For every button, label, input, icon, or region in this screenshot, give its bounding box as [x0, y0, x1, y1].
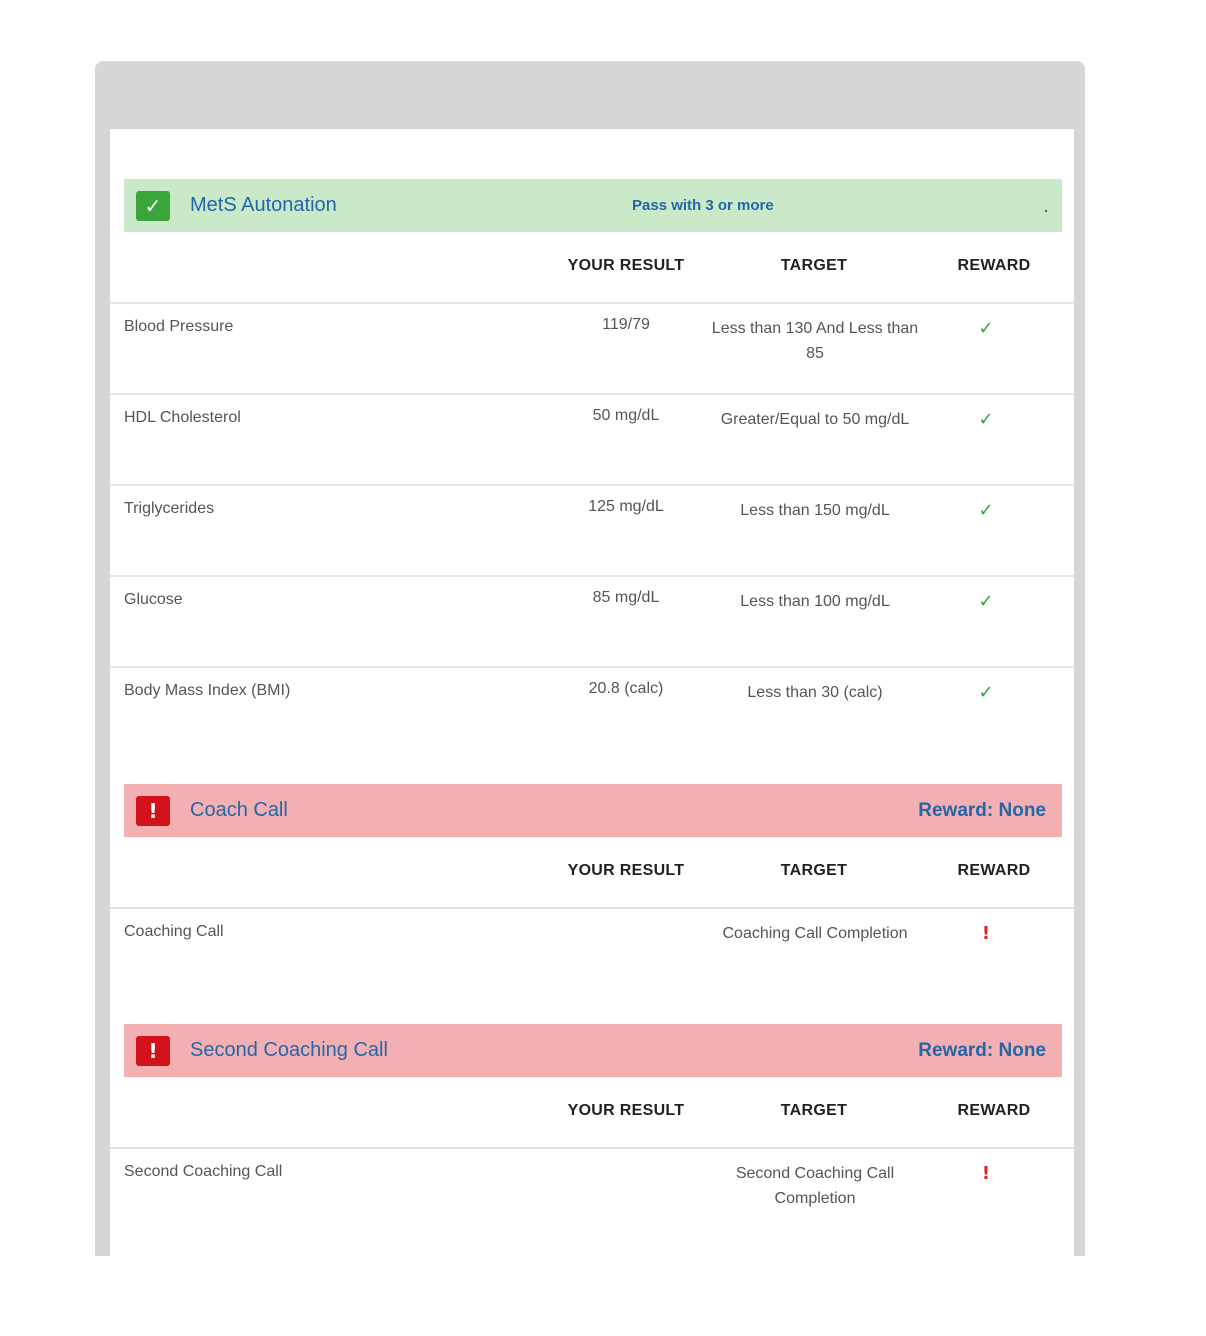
metric-name: Triglycerides — [124, 500, 215, 517]
section-banner[interactable] — [124, 784, 1062, 837]
metric-result: 125 mg/dL — [588, 498, 664, 515]
window-frame — [95, 61, 1085, 1256]
check-icon: ✓ — [978, 591, 994, 612]
table-header — [110, 1077, 1074, 1149]
metric-name: HDL Cholesterol — [124, 409, 241, 426]
col-target: TARGET — [780, 1102, 848, 1119]
metric-name: Glucose — [124, 591, 183, 608]
metric-result: 119/79 — [602, 316, 650, 333]
metric-target: Less than 130 And Less than 85 — [711, 320, 919, 362]
col-reward: REWARD — [957, 1102, 1031, 1119]
metric-target: Less than 30 (calc) — [747, 684, 883, 701]
section-title: MetS Autonation — [190, 194, 337, 216]
section-banner[interactable] — [124, 1024, 1062, 1077]
col-reward: REWARD — [957, 862, 1031, 879]
banner-dot: . — [1044, 199, 1048, 215]
check-icon: ✓ — [978, 500, 994, 521]
col-your-result: YOUR RESULT — [567, 257, 685, 274]
check-icon: ✓ — [978, 682, 994, 703]
metric-name: Second Coaching Call — [124, 1163, 283, 1180]
table-row — [110, 304, 1074, 395]
metric-result: 85 mg/dL — [592, 589, 660, 606]
metric-target: Less than 100 mg/dL — [740, 593, 890, 610]
table-row — [110, 486, 1074, 577]
table-header — [110, 232, 1074, 304]
table-row — [110, 909, 1074, 998]
metric-target: Second Coaching Call Completion — [735, 1165, 895, 1207]
metric-result: 20.8 (calc) — [588, 680, 664, 697]
metric-name: Body Mass Index (BMI) — [124, 682, 291, 699]
col-reward: REWARD — [957, 257, 1031, 274]
table-row — [110, 668, 1074, 757]
metric-name: Coaching Call — [124, 923, 224, 940]
metric-name: Blood Pressure — [124, 318, 234, 335]
alert-icon: ! — [981, 923, 991, 944]
table-row — [110, 577, 1074, 668]
table-row — [110, 1149, 1074, 1238]
section-title: Coach Call — [190, 799, 288, 821]
check-badge-icon: ✓ — [136, 191, 170, 221]
reward-status: Reward: None — [918, 799, 1046, 821]
metric-target: Less than 150 mg/dL — [740, 502, 890, 519]
metric-target: Greater/Equal to 50 mg/dL — [720, 411, 910, 428]
metric-target: Coaching Call Completion — [722, 925, 908, 942]
pass-criteria: Pass with 3 or more — [632, 197, 774, 214]
col-target: TARGET — [780, 862, 848, 879]
alert-badge-icon: ! — [136, 1036, 170, 1066]
check-icon: ✓ — [978, 318, 994, 339]
table-row — [110, 395, 1074, 486]
col-your-result: YOUR RESULT — [567, 1102, 685, 1119]
alert-badge-icon: ! — [136, 796, 170, 826]
check-icon: ✓ — [978, 409, 994, 430]
results-panel — [110, 129, 1074, 1256]
col-target: TARGET — [780, 257, 848, 274]
reward-status: Reward: None — [918, 1039, 1046, 1061]
section-title: Second Coaching Call — [190, 1039, 388, 1061]
section-banner[interactable] — [124, 179, 1062, 232]
alert-icon: ! — [981, 1163, 991, 1184]
table-header — [110, 837, 1074, 909]
col-your-result: YOUR RESULT — [567, 862, 685, 879]
metric-result: 50 mg/dL — [592, 407, 660, 424]
